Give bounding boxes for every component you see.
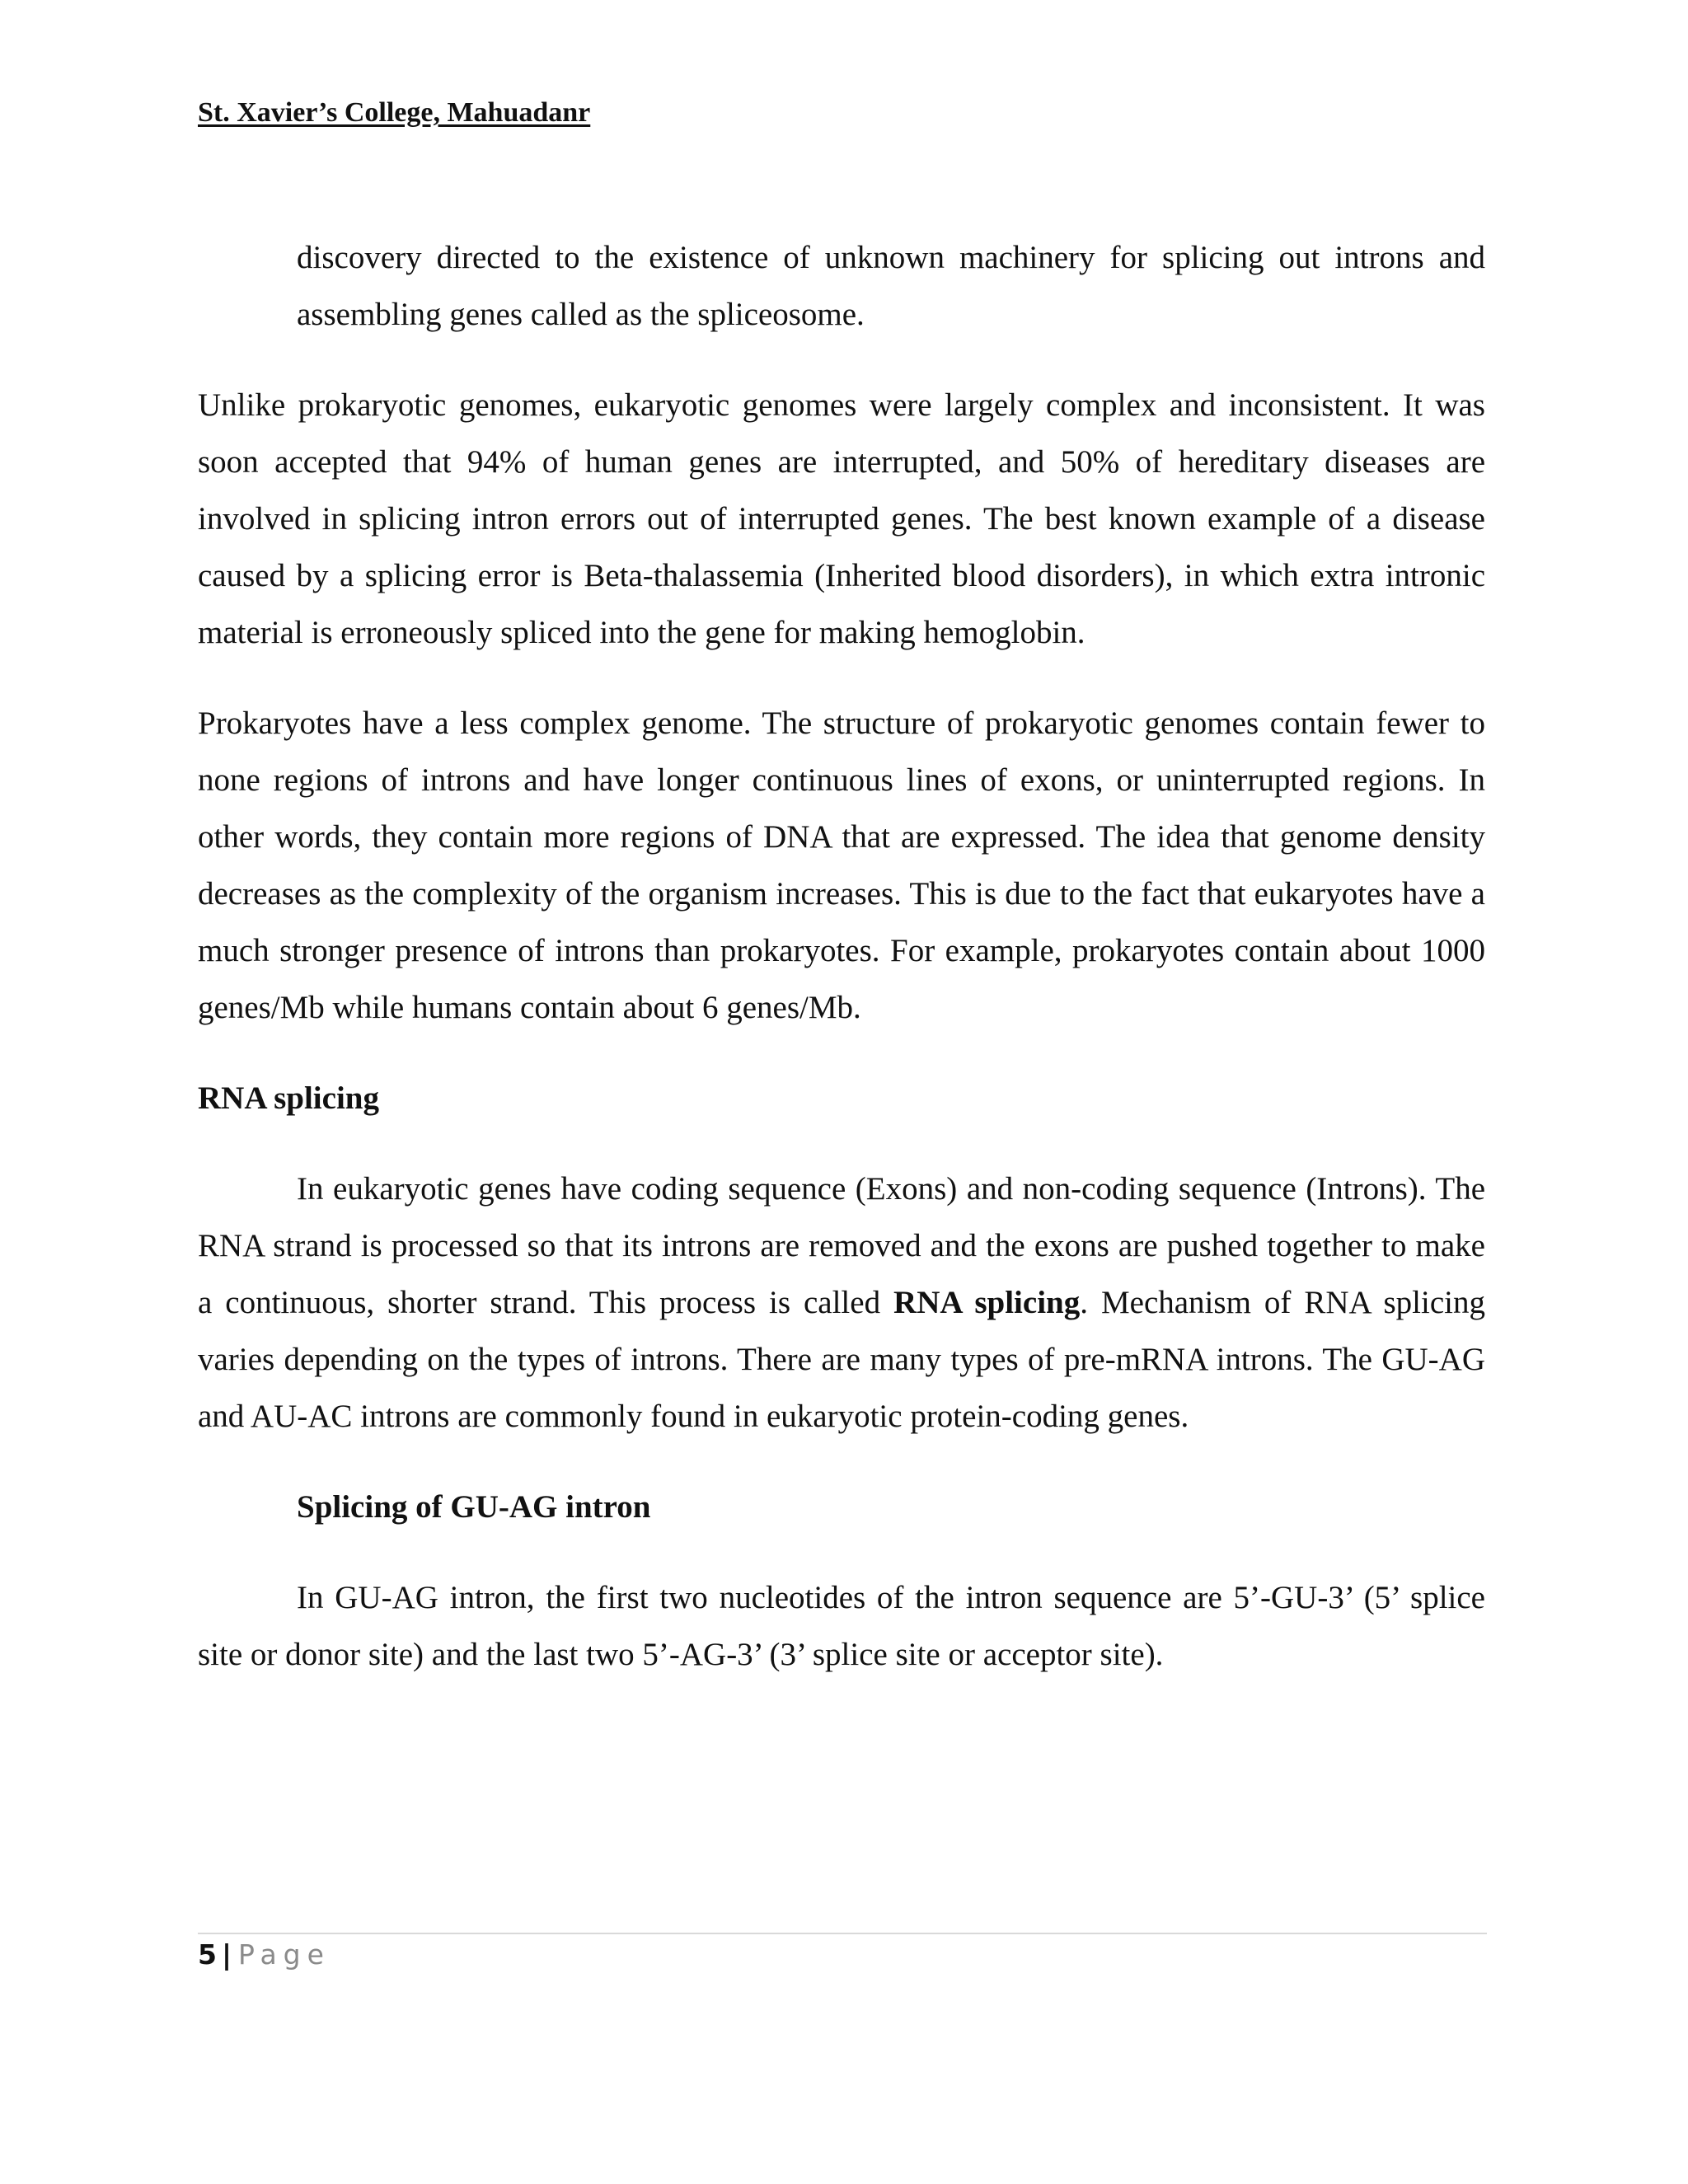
rna-splicing-text-end: . Mechanism of RNA splicing varies depending on the types of introns. There are many types of pre-mRNA introns. The GU-AG and AU-AC introns are commonly found in eukaryotic protein-coding genes. bbox=[198, 1285, 1485, 1434]
continued-paragraph: discovery directed to the existence of unknown machinery for splicing out introns and assembling genes called as the spliceosome. bbox=[297, 240, 1485, 332]
gu-ag-intron-paragraph: In GU-AG intron, the first two nucleotides of the intron sequence are 5’-GU-3’ (5’ splice site or donor site) and the last two 5’-AG-3’ (3’ splice site or acceptor site). bbox=[198, 1580, 1485, 1672]
rna-splicing-text-start: In eukaryotic genes have coding sequence (Exons) and non-coding sequence (Introns). The RNA strand is processed so that its introns are removed and the exons are pushed together to make a continuous, shorter strand. This process is called bbox=[198, 1171, 1485, 1320]
college-header: St. Xavier’s College, Mahuadanr bbox=[198, 97, 591, 128]
page-label: Page bbox=[238, 1938, 331, 1971]
eukaryotic-genomes-paragraph: Unlike prokaryotic genomes, eukaryotic genomes were largely complex and inconsistent. It was soon accepted that 94% of human genes are interrupted, and 50% of hereditary diseases are involved in splicing intron errors out of interrupted genes. The best known example of a disease caused by a splicing error is Beta-thalassemia (Inherited blood disorders), in which extra intronic material is erroneously spliced into the gene for making hemoglobin. bbox=[198, 387, 1485, 650]
page-footer bbox=[198, 1938, 331, 1971]
page-number: 5 bbox=[198, 1938, 218, 1971]
rna-splicing-paragraph bbox=[198, 1160, 1485, 1445]
footer-separator: | bbox=[221, 1938, 234, 1971]
subsection-heading-gu-ag: Splicing of GU-AG intron bbox=[297, 1489, 651, 1525]
rna-splicing-term: RNA splicing bbox=[893, 1285, 1081, 1320]
section-heading-rna-splicing: RNA splicing bbox=[198, 1080, 379, 1116]
page-body bbox=[198, 229, 1485, 1717]
footer-divider bbox=[198, 1933, 1487, 1934]
prokaryotic-genomes-paragraph: Prokaryotes have a less complex genome. The structure of prokaryotic genomes contain fewer to none regions of introns and have longer continuous lines of exons, or uninterrupted regions. In other words, they contain more regions of DNA that are expressed. The idea that genome density decreases as the complexity of the organism increases. This is due to the fact that eukaryotes have a much stronger presence of introns than prokaryotes. For example, prokaryotes contain about 1000 genes/Mb while humans contain about 6 genes/Mb. bbox=[198, 705, 1485, 1025]
